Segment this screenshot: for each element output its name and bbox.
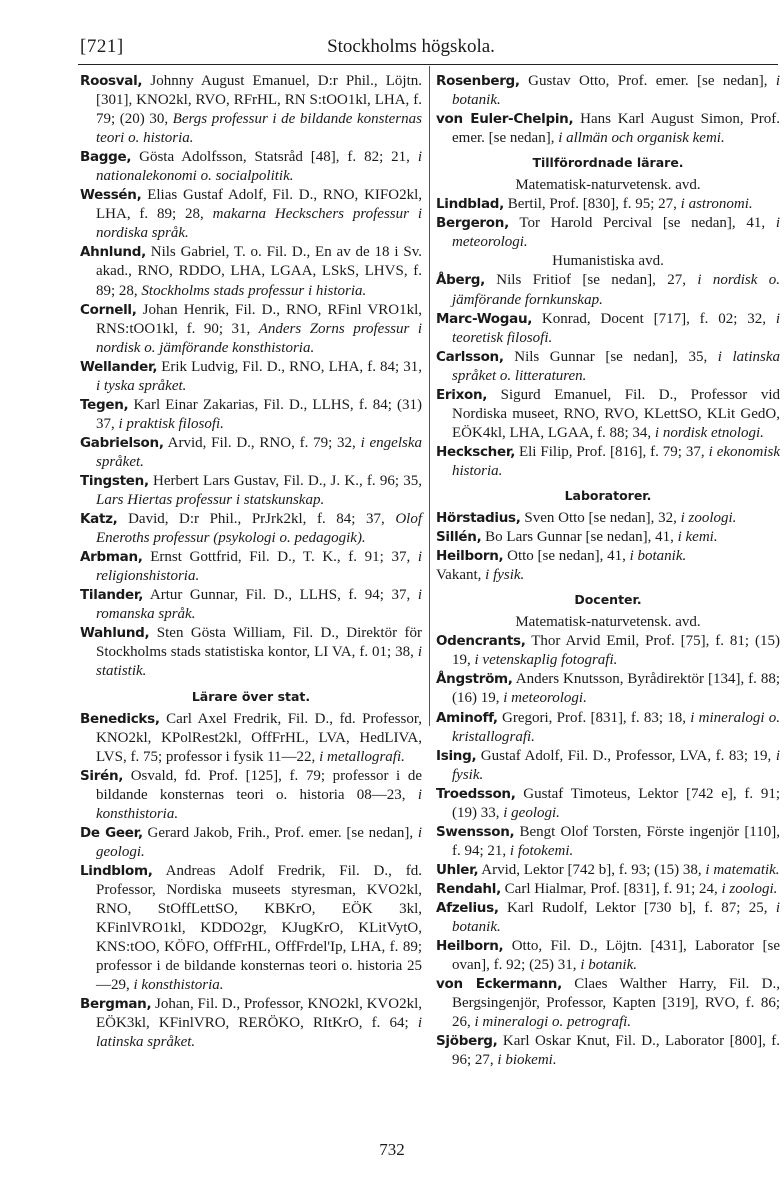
- faculty-entry: [80, 510, 422, 548]
- person-name: Tingsten,: [80, 472, 149, 489]
- entry-details: Bertil, Prof. [830], f. 95; 27,: [504, 196, 681, 213]
- person-name: Sirén,: [80, 767, 124, 784]
- faculty-entry: [436, 709, 780, 747]
- subject-field: i ekonomisk historia.: [452, 443, 781, 479]
- entry-details: Gustaf Timoteus, Lektor [742 e], f. 91; (19) 33,: [452, 785, 780, 821]
- subject-field: i teoretisk filosofi.: [452, 310, 780, 346]
- subject-field: i astronomi.: [680, 196, 753, 213]
- section-heading: Tillförordnade lärare.: [532, 155, 684, 171]
- subject-field: i mineralogi o. petrografi.: [474, 1014, 632, 1031]
- entry-details: Sven Otto [se nedan], 32,: [520, 510, 681, 527]
- entry-details: Karl Einar Zakarias, Fil. D., LLHS, f. 84; (31) 37,: [96, 396, 422, 432]
- entry-details: Otto, Fil. D., Löjtn. [431], Laborator [se ovan], f. 92; (25) 31,: [452, 938, 780, 974]
- entry-details: Karl Oskar Knut, Fil. D., Laborator [800], f. 96; 27,: [452, 1033, 780, 1069]
- person-name: Rosenberg,: [436, 73, 520, 89]
- header-title: Stockholms högskola.: [327, 36, 495, 57]
- entry-details: Elias Gustaf Adolf, Fil. D., RNO, KIFO2kl, LHA, f. 89; 28,: [96, 187, 422, 223]
- entry-details: Karl Rudolf, Lektor [730 b], f. 87; 25,: [498, 899, 776, 916]
- person-name: Heckscher,: [436, 443, 516, 460]
- person-name: Wellander,: [80, 358, 158, 375]
- person-name: Wessén,: [80, 187, 142, 204]
- subject-field: i nationalekonomi o. socialpolitik.: [96, 149, 422, 185]
- entry-details: Arvid, Fil. D., RNO, f. 79; 32,: [163, 434, 361, 451]
- person-name: Arbman,: [80, 549, 143, 566]
- subject-field: i meteorologi.: [503, 690, 587, 707]
- subject-field: i meteorologi.: [452, 215, 780, 251]
- subject-field: i latinska språket o. litteraturen.: [452, 348, 780, 384]
- entry-details: Andreas Adolf Fredrik, Fil. D., fd. Professor, Nordiska museets styresman, KVO2kl, RNO, StOffLettSO, KBKrO, EÖK 3kl, KFinlVRO1kl, KDDO2gr, KJugKrO, KLitVytO, KNS:tOO, KÖFO, OffFrHL, OffFrdel'Ip, LHA, f. 89; professor i de bildande konsternas teori o. historia 25—29,: [96, 862, 422, 994]
- person-name: Bergeron,: [436, 215, 509, 232]
- person-name: Afzelius,: [436, 899, 499, 916]
- person-name: Aminoff,: [436, 709, 498, 726]
- subject-field: i tyska språket.: [96, 377, 187, 394]
- person-name: Tilander,: [80, 587, 144, 604]
- faculty-entry: [80, 186, 422, 243]
- faculty-entry: [436, 747, 780, 785]
- faculty-entry: [80, 824, 422, 862]
- subject-field: i botanik.: [629, 548, 687, 565]
- entry-details: Vakant,: [436, 567, 486, 584]
- person-name: Uhler,: [436, 861, 479, 878]
- subject-field: i biokemi.: [497, 1052, 557, 1069]
- section-heading: Laboratorer.: [564, 487, 652, 503]
- person-name: Bergman,: [80, 996, 152, 1013]
- faculty-entry: [436, 271, 780, 309]
- entry-details: Osvald, fd. Prof. [125], f. 79; professor i de bildande konsternas teori o. historia 08—23,: [96, 767, 422, 803]
- person-name: Rendahl,: [436, 880, 501, 897]
- faculty-entry: [436, 1032, 780, 1070]
- subject-field: Anders Zorns professur i nordisk o. jämförande konsthistoria.: [96, 320, 422, 356]
- subject-field: i botanik.: [452, 899, 780, 936]
- faculty-entry: [436, 861, 780, 880]
- faculty-entry: [436, 880, 780, 899]
- entry-details: Nils Fritiof [se nedan], 27,: [484, 272, 698, 289]
- entry-details: Bo Lars Gunnar [se nedan], 41,: [481, 529, 678, 546]
- subject-field: i konsthistoria.: [96, 786, 422, 822]
- subject-field: i zoologi.: [680, 510, 737, 527]
- faculty-entry: [436, 348, 780, 386]
- entry-details: David, D:r Phil., PrJrk2kl, f. 84; 37,: [117, 511, 396, 528]
- entry-details: Gerard Jakob, Frih., Prof. emer. [se nedan],: [142, 824, 418, 841]
- subject-field: i fotokemi.: [509, 842, 574, 859]
- subject-field: i metallografi.: [319, 748, 405, 765]
- faculty-entry: [436, 214, 780, 252]
- person-name: Lindblom,: [80, 862, 153, 879]
- entry-details: Arvid, Lektor [742 b], f. 93; (15) 38,: [478, 861, 706, 878]
- subject-field: makarna Heckschers professur i nordiska språk.: [96, 206, 422, 242]
- person-name: Bagge,: [80, 149, 132, 166]
- entry-details: Gregori, Prof. [831], f. 83; 18,: [497, 709, 691, 726]
- faculty-entry: [436, 195, 780, 214]
- person-name: Erixon,: [436, 386, 488, 403]
- subject-field: i allmän och organisk kemi.: [558, 130, 725, 147]
- faculty-entry: [80, 148, 422, 186]
- faculty-entry: [436, 899, 780, 937]
- entry-details: Nils Gabriel, T. o. Fil. D., En av de 18 i Sv. akad., RNO, RDDO, LHA, LGAA, LSkS, LHVS, f. 89; 28,: [96, 244, 422, 299]
- person-name: Katz,: [80, 511, 118, 528]
- subject-field: Olof Eneroths professur (psykologi o. pedagogik).: [96, 511, 422, 547]
- faculty-entry: [436, 566, 780, 585]
- subject-field: i fysik.: [485, 567, 525, 584]
- person-name: Ångström,: [436, 671, 513, 688]
- header-rule: [78, 64, 778, 65]
- running-header: [80, 36, 742, 60]
- entry-details: Johan, Fil. D., Professor, KNO2kl, KVO2kl, EÖK3kl, KFinlVRO, RERÖKO, RItKrO, f. 64;: [96, 996, 422, 1032]
- faculty-entry: [436, 443, 780, 481]
- entry-details: Ernst Gottfrid, Fil. D., T. K., f. 91; 37,: [142, 549, 418, 566]
- person-name: Lindblad,: [436, 196, 504, 213]
- faculty-entry: [436, 110, 780, 148]
- person-name: Troedsson,: [436, 785, 516, 802]
- subject-field: i romanska språk.: [96, 587, 422, 623]
- faculty-entry: [80, 767, 422, 824]
- entry-details: Nils Gunnar [se nedan], 35,: [503, 348, 718, 365]
- faculty-entry: [80, 624, 422, 681]
- person-name: von Eckermann,: [436, 976, 562, 993]
- person-name: Heilborn,: [436, 548, 504, 565]
- faculty-entry: [436, 310, 780, 348]
- entry-details: Claes Walther Harry, Fil. D., Bergsingenjör, Professor, Kapten [319], RVO, f. 86; 26,: [452, 976, 780, 1031]
- header-page-reference: [721]: [80, 36, 124, 57]
- subject-field: i kemi.: [677, 529, 718, 546]
- subject-field: i botanik.: [452, 73, 780, 109]
- person-name: Wahlund,: [80, 625, 150, 642]
- subject-field: Bergs professur i de bildande konsternas teori o. historia.: [96, 111, 422, 147]
- faculty-entry: [80, 72, 422, 148]
- faculty-entry: [436, 937, 780, 975]
- left-column: [80, 72, 422, 1052]
- person-name: Benedicks,: [80, 710, 160, 727]
- subject-field: i botanik.: [580, 957, 637, 974]
- entry-details: Artur Gunnar, Fil. D., LLHS, f. 94; 37,: [143, 587, 418, 604]
- subject-field: i latinska språket.: [96, 1015, 422, 1051]
- person-name: Carlsson,: [436, 348, 504, 365]
- person-name: Gabrielson,: [80, 434, 164, 451]
- entry-details: Thor Arvid Emil, Prof. [75], f. 81; (15) 19,: [452, 633, 780, 669]
- entry-details: Carl Axel Fredrik, Fil. D., fd. Professor, KNO2kl, KPolRest2kl, OffFrHL, LVA, HedLIVA, LVS, f. 75; professor i fysik 11—22,: [96, 710, 422, 765]
- faculty-entry: [436, 975, 780, 1032]
- faculty-entry: [80, 995, 422, 1052]
- faculty-entry: [436, 509, 780, 528]
- subject-field: Stockholms stads professur i historia.: [141, 282, 367, 299]
- entry-details: Johan Henrik, Fil. D., RNO, RFinl VRO1kl, RNS:tOO1kl, f. 90; 31,: [96, 301, 422, 337]
- faculty-entry: [80, 301, 422, 358]
- faculty-entry: [80, 472, 422, 510]
- person-name: Heilborn,: [436, 938, 504, 955]
- person-name: Åberg,: [436, 272, 485, 289]
- entry-details: Erik Ludvig, Fil. D., RNO, LHA, f. 84; 31,: [157, 358, 422, 375]
- subject-field: i matematik.: [705, 861, 780, 878]
- person-name: Hörstadius,: [436, 510, 521, 527]
- faculty-entry: [436, 547, 780, 566]
- entry-details: Eli Filip, Prof. [816], f. 79; 37,: [515, 443, 709, 460]
- faculty-entry: [436, 386, 780, 443]
- person-name: Ising,: [436, 747, 477, 764]
- entry-details: Johnny August Emanuel, D:r Phil., Löjtn. [301], KNO2kl, RVO, RFrHL, RN S:tOO1kl, LHA, f. 79; (20) 30,: [96, 73, 422, 128]
- faculty-entry: [436, 785, 780, 823]
- subject-field: i religionshistoria.: [96, 549, 422, 585]
- subject-field: i konsthistoria.: [133, 977, 224, 994]
- faculty-entry: [80, 586, 422, 624]
- division-heading: Matematisk-naturvetensk. avd.: [515, 177, 701, 194]
- faculty-entry: [80, 548, 422, 586]
- faculty-entry: [80, 396, 422, 434]
- subject-field: i mineralogi o. kristallografi.: [452, 709, 780, 745]
- entry-details: Tor Harold Percival [se nedan], 41,: [508, 215, 776, 232]
- entry-details: Carl Hialmar, Prof. [831], f. 91; 24,: [500, 880, 722, 897]
- entry-details: Sigurd Emanuel, Fil. D., Professor vid Nordiska museet, RNO, RVO, KLettSO, KLit GedO, EÖK4kl, LHA, LGAA, f. 88; 34,: [452, 386, 780, 441]
- right-column: [436, 72, 780, 1070]
- faculty-entry: [436, 528, 780, 547]
- faculty-entry: [436, 72, 780, 110]
- faculty-entry: [80, 434, 422, 472]
- faculty-entry: [80, 358, 422, 396]
- person-name: Sjöberg,: [436, 1033, 498, 1050]
- division-heading: Humanistiska avd.: [552, 253, 664, 270]
- faculty-entry: [80, 710, 422, 767]
- page-number: 732: [379, 1140, 405, 1159]
- faculty-entry: [436, 670, 780, 708]
- entry-details: Gustav Otto, Prof. emer. [se nedan],: [519, 73, 776, 89]
- column-divider: [429, 66, 430, 726]
- entry-details: Gustaf Adolf, Fil. D., Professor, LVA, f. 83; 19,: [476, 747, 776, 764]
- subject-field: i statistik.: [96, 644, 422, 680]
- person-name: Ahnlund,: [80, 244, 146, 261]
- person-name: Tegen,: [80, 396, 129, 413]
- person-name: Roosval,: [80, 73, 143, 89]
- entry-details: Gösta Adolfsson, Statsråd [48], f. 82; 21,: [131, 149, 418, 166]
- entry-details: Konrad, Docent [717], f. 02; 32,: [532, 310, 776, 327]
- subject-field: i zoologi.: [721, 880, 778, 897]
- subject-field: i geologi.: [503, 804, 560, 821]
- person-name: von Euler-Chelpin,: [436, 111, 574, 128]
- subject-field: i praktisk filosofi.: [118, 415, 224, 432]
- faculty-entry: [80, 243, 422, 300]
- entry-details: Sten Gösta William, Fil. D., Direktör för Stockholms stads statistiska kontor, LI VA, f. 01; 38,: [96, 625, 422, 661]
- subject-field: Lars Hiertas professur i statskunskap.: [96, 492, 325, 509]
- person-name: Sillén,: [436, 529, 482, 546]
- division-heading: Matematisk-naturvetensk. avd.: [515, 614, 701, 631]
- entry-details: Otto [se nedan], 41,: [503, 548, 630, 565]
- person-name: Odencrants,: [436, 633, 526, 650]
- subject-field: i nordisk etnologi.: [654, 424, 764, 441]
- faculty-entry: [436, 632, 780, 670]
- section-heading: Docenter.: [574, 592, 642, 608]
- faculty-entry: [80, 862, 422, 995]
- entry-details: Hans Karl August Simon, Prof. emer. [se nedan],: [452, 111, 781, 147]
- subject-field: i geologi.: [96, 824, 423, 860]
- subject-field: i engelska språket.: [96, 434, 422, 470]
- faculty-entry: [436, 823, 780, 861]
- section-heading: Lärare över stat.: [191, 688, 311, 704]
- person-name: De Geer,: [80, 824, 143, 841]
- entry-details: Anders Knutsson, Byrådirektör [134], f. 88; (16) 19,: [452, 671, 780, 707]
- entry-details: Bengt Olof Torsten, Förste ingenjör [110], f. 94; 21,: [452, 823, 780, 859]
- subject-field: i nordisk o. jämförande fornkunskap.: [452, 272, 780, 308]
- entry-details: Herbert Lars Gustav, Fil. D., J. K., f. 96; 35,: [148, 472, 422, 489]
- person-name: Marc-Wogau,: [436, 310, 533, 327]
- person-name: Swensson,: [436, 823, 515, 840]
- subject-field: i fysik.: [452, 747, 780, 783]
- subject-field: i vetenskaplig fotografi.: [474, 652, 618, 669]
- person-name: Cornell,: [80, 301, 137, 318]
